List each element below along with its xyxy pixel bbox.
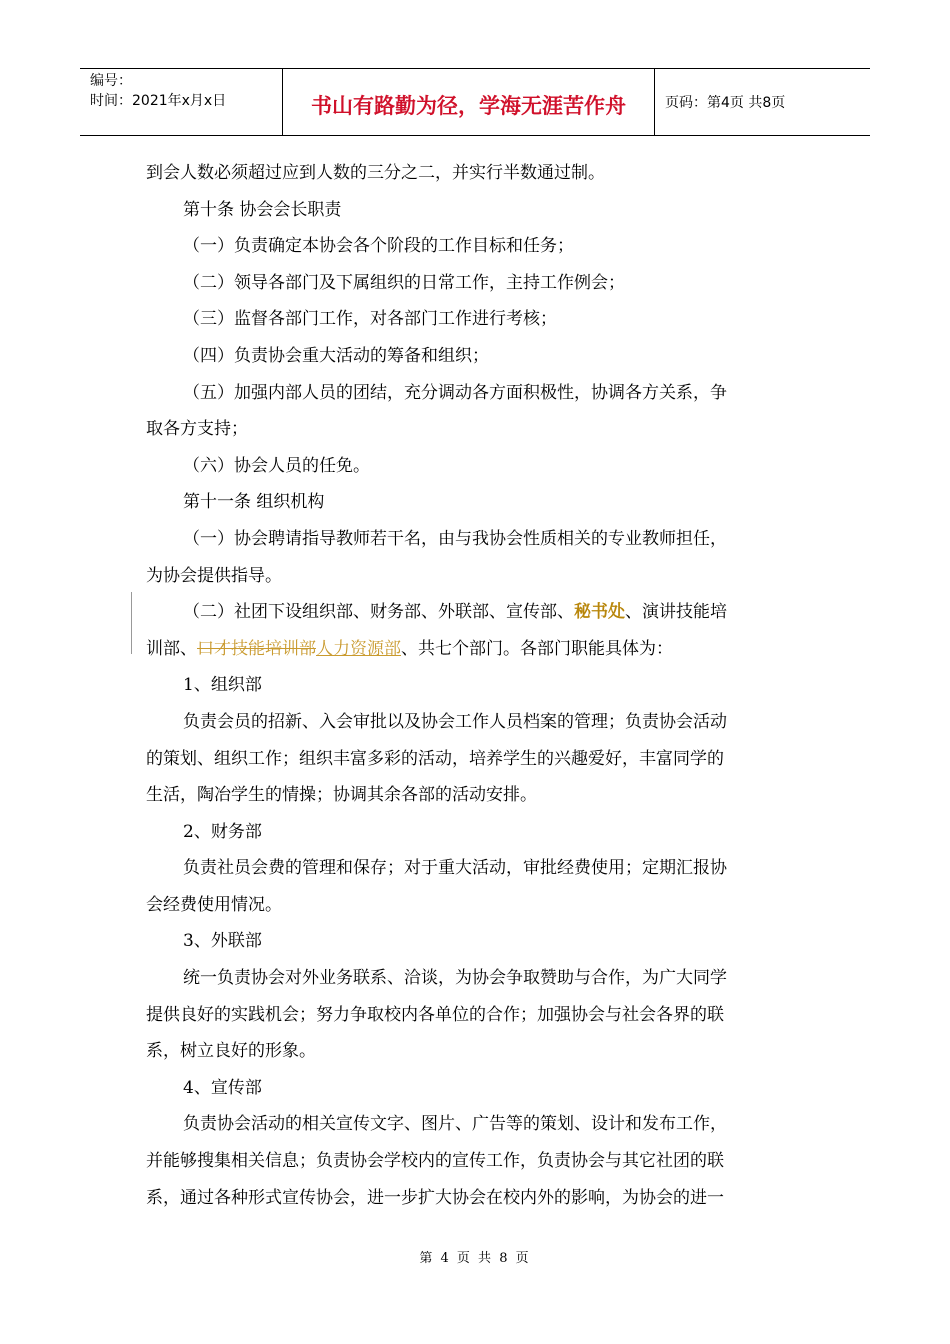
paragraph-line: 生活，陶冶学生的情操；协调其余各部的活动安排。 (146, 785, 537, 806)
text-run: 训部、 (146, 638, 197, 659)
paragraph-line: 取各方支持； (146, 419, 248, 440)
header-motto: 书山有路勤为径，学海无涯苦作舟 (283, 69, 655, 135)
paragraph-line: 系，树立良好的形象。 (146, 1041, 316, 1062)
revision-change-bar (131, 592, 132, 654)
paragraph-line: 负责社员会费的管理和保存；对于重大活动，审批经费使用；定期汇报协 (183, 858, 727, 879)
header-left-cell (80, 69, 283, 135)
paragraph-line: 的策划、组织工作；组织丰富多彩的活动，培养学生的兴趣爱好，丰富同学的 (146, 748, 724, 769)
article-heading: 第十一条 组织机构 (183, 492, 325, 513)
paragraph-line: 负责协会活动的相关宣传文字、图片、广告等的策划、设计和发布工作， (183, 1114, 727, 1135)
document-body (146, 155, 796, 1216)
paragraph-line (146, 631, 796, 668)
paragraph-line: 为协会提供指导。 (146, 565, 282, 586)
paragraph-line: （一）协会聘请指导教师若干名，由与我协会性质相关的专业教师担任， (183, 528, 727, 549)
paragraph-line: （一）负责确定本协会各个阶段的工作目标和任务； (183, 236, 574, 257)
paragraph-line: （六）协会人员的任免。 (183, 455, 370, 476)
paragraph-line: （五）加强内部人员的团结，充分调动各方面积极性，协调各方关系，争 (183, 382, 727, 403)
section-heading: 3、外联部 (183, 931, 262, 952)
paragraph-line: 到会人数必须超过应到人数的三分之二，并实行半数通过制。 (146, 163, 605, 183)
text-run: 、演讲技能培 (625, 602, 727, 623)
paragraph-line: 系，通过各种形式宣传协会，进一步扩大协会在校内外的影响，为协会的进一 (146, 1187, 724, 1208)
paragraph-line: 提供良好的实践机会；努力争取校内各单位的合作；加强协会与社会各界的联 (146, 1004, 724, 1025)
text-run: 、共七个部门。各部门职能具体为： (401, 638, 673, 659)
section-heading: 4、宣传部 (183, 1077, 262, 1098)
text-run: （二）社团下设组织部、财务部、外联部、宣传部、 (183, 602, 574, 623)
inserted-text: 人力资源部 (316, 638, 401, 659)
header-page-info: 页码：第4页 共8页 (665, 95, 786, 111)
paragraph-line: （二）领导各部门及下属组织的日常工作，主持工作例会； (183, 272, 625, 293)
paragraph-line: （三）监督各部门工作，对各部门工作进行考核； (183, 309, 557, 330)
paragraph-line: 统一负责协会对外业务联系、洽谈，为协会争取赞助与合作，为广大同学 (183, 968, 727, 989)
paragraph-line (146, 594, 796, 631)
paragraph-line: （四）负责协会重大活动的筹备和组织； (183, 345, 489, 366)
page-footer: 第 4 页 共 8 页 (419, 1251, 531, 1266)
section-heading: 2、财务部 (183, 821, 262, 842)
inserted-text-highlight: 秘书处 (574, 602, 625, 623)
article-heading: 第十条 协会会长职责 (183, 199, 342, 220)
document-time-label: 时间：2021年x月x日 (90, 93, 227, 109)
deleted-text: 口才技能培训部 (197, 638, 316, 659)
section-heading: 1、组织部 (183, 675, 262, 696)
document-number-label: 编号： (90, 73, 132, 89)
header-table (80, 68, 870, 136)
paragraph-line: 并能够搜集相关信息；负责协会学校内的宣传工作，负责协会与其它社团的联 (146, 1151, 724, 1172)
paragraph-line: 会经费使用情况。 (146, 894, 282, 915)
paragraph-line: 负责会员的招新、入会审批以及协会工作人员档案的管理；负责协会活动 (183, 711, 727, 732)
